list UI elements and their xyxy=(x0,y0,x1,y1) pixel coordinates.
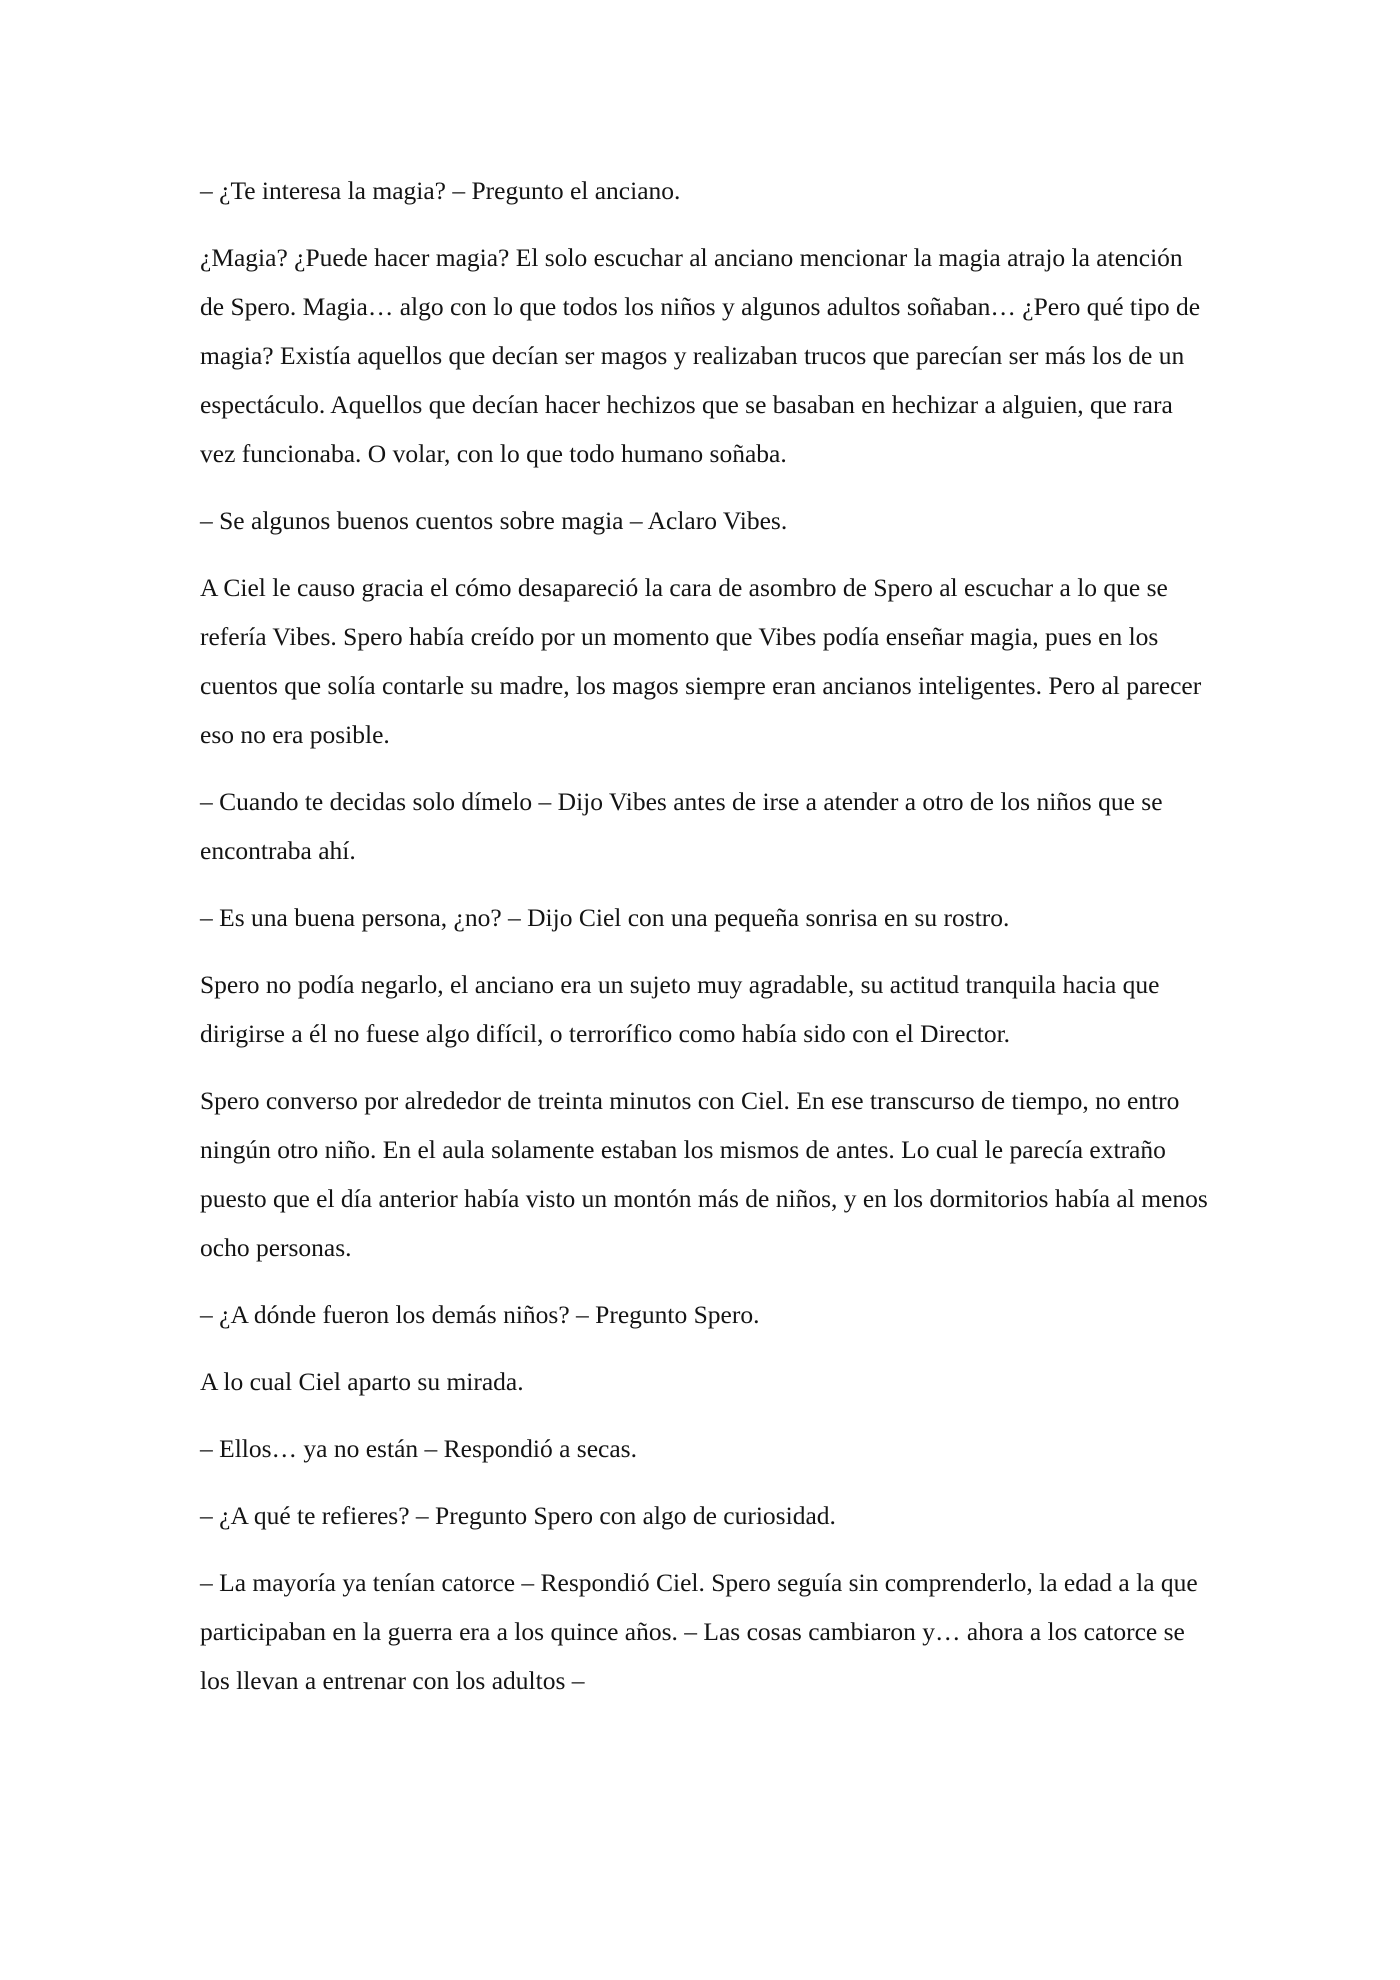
paragraph: – Ellos… ya no están – Respondió a secas. xyxy=(200,1434,637,1463)
paragraph: A Ciel le causo gracia el cómo desapareció la cara de asombro de Spero al escuchar a lo que se refería Vibes. Spero había creído por un momento que Vibes podía enseñar magia, pues en los cuentos que solía contarle su madre, los magos siempre eran ancianos inteligentes. Pero al parecer eso no era posible. xyxy=(200,573,1202,749)
paragraph: A lo cual Ciel aparto su mirada. xyxy=(200,1367,524,1396)
paragraph: – ¿A qué te refieres? – Pregunto Spero con algo de curiosidad. xyxy=(200,1501,836,1530)
paragraph: – Cuando te decidas solo dímelo – Dijo Vibes antes de irse a atender a otro de los niños que se encontraba ahí. xyxy=(200,787,1163,865)
paragraph: ¿Magia? ¿Puede hacer magia? El solo escuchar al anciano mencionar la magia atrajo la atención de Spero. Magia… algo con lo que todos los niños y algunos adultos soñaban… ¿Pero qué tipo de magia? Existía aquellos que decían ser magos y realizaban trucos que parecían ser más los de un espectáculo. Aquellos que decían hacer hechizos que se basaban en hechizar a alguien, que rara vez funcionaba. O volar, con lo que todo humano soñaba. xyxy=(200,243,1201,468)
document-body xyxy=(200,166,1210,1723)
paragraph: – La mayoría ya tenían catorce – Respondió Ciel. Spero seguía sin comprenderlo, la edad a la que participaban en la guerra era a los quince años. – Las cosas cambiaron y… ahora a los catorce se los llevan a entrenar con los adultos – xyxy=(200,1568,1198,1695)
paragraph: – Se algunos buenos cuentos sobre magia – Aclaro Vibes. xyxy=(200,506,788,535)
paragraph: – ¿A dónde fueron los demás niños? – Pregunto Spero. xyxy=(200,1300,760,1329)
paragraph: Spero no podía negarlo, el anciano era un sujeto muy agradable, su actitud tranquila hacia que dirigirse a él no fuese algo difícil, o terrorífico como había sido con el Director. xyxy=(200,970,1160,1048)
paragraph: Spero converso por alrededor de treinta minutos con Ciel. En ese transcurso de tiempo, no entro ningún otro niño. En el aula solamente estaban los mismos de antes. Lo cual le parecía extraño puesto que el día anterior había visto un montón más de niños, y en los dormitorios había al menos ocho personas. xyxy=(200,1086,1208,1262)
paragraph: – Es una buena persona, ¿no? – Dijo Ciel con una pequeña sonrisa en su rostro. xyxy=(200,903,1010,932)
paragraph: – ¿Te interesa la magia? – Pregunto el anciano. xyxy=(200,176,681,205)
